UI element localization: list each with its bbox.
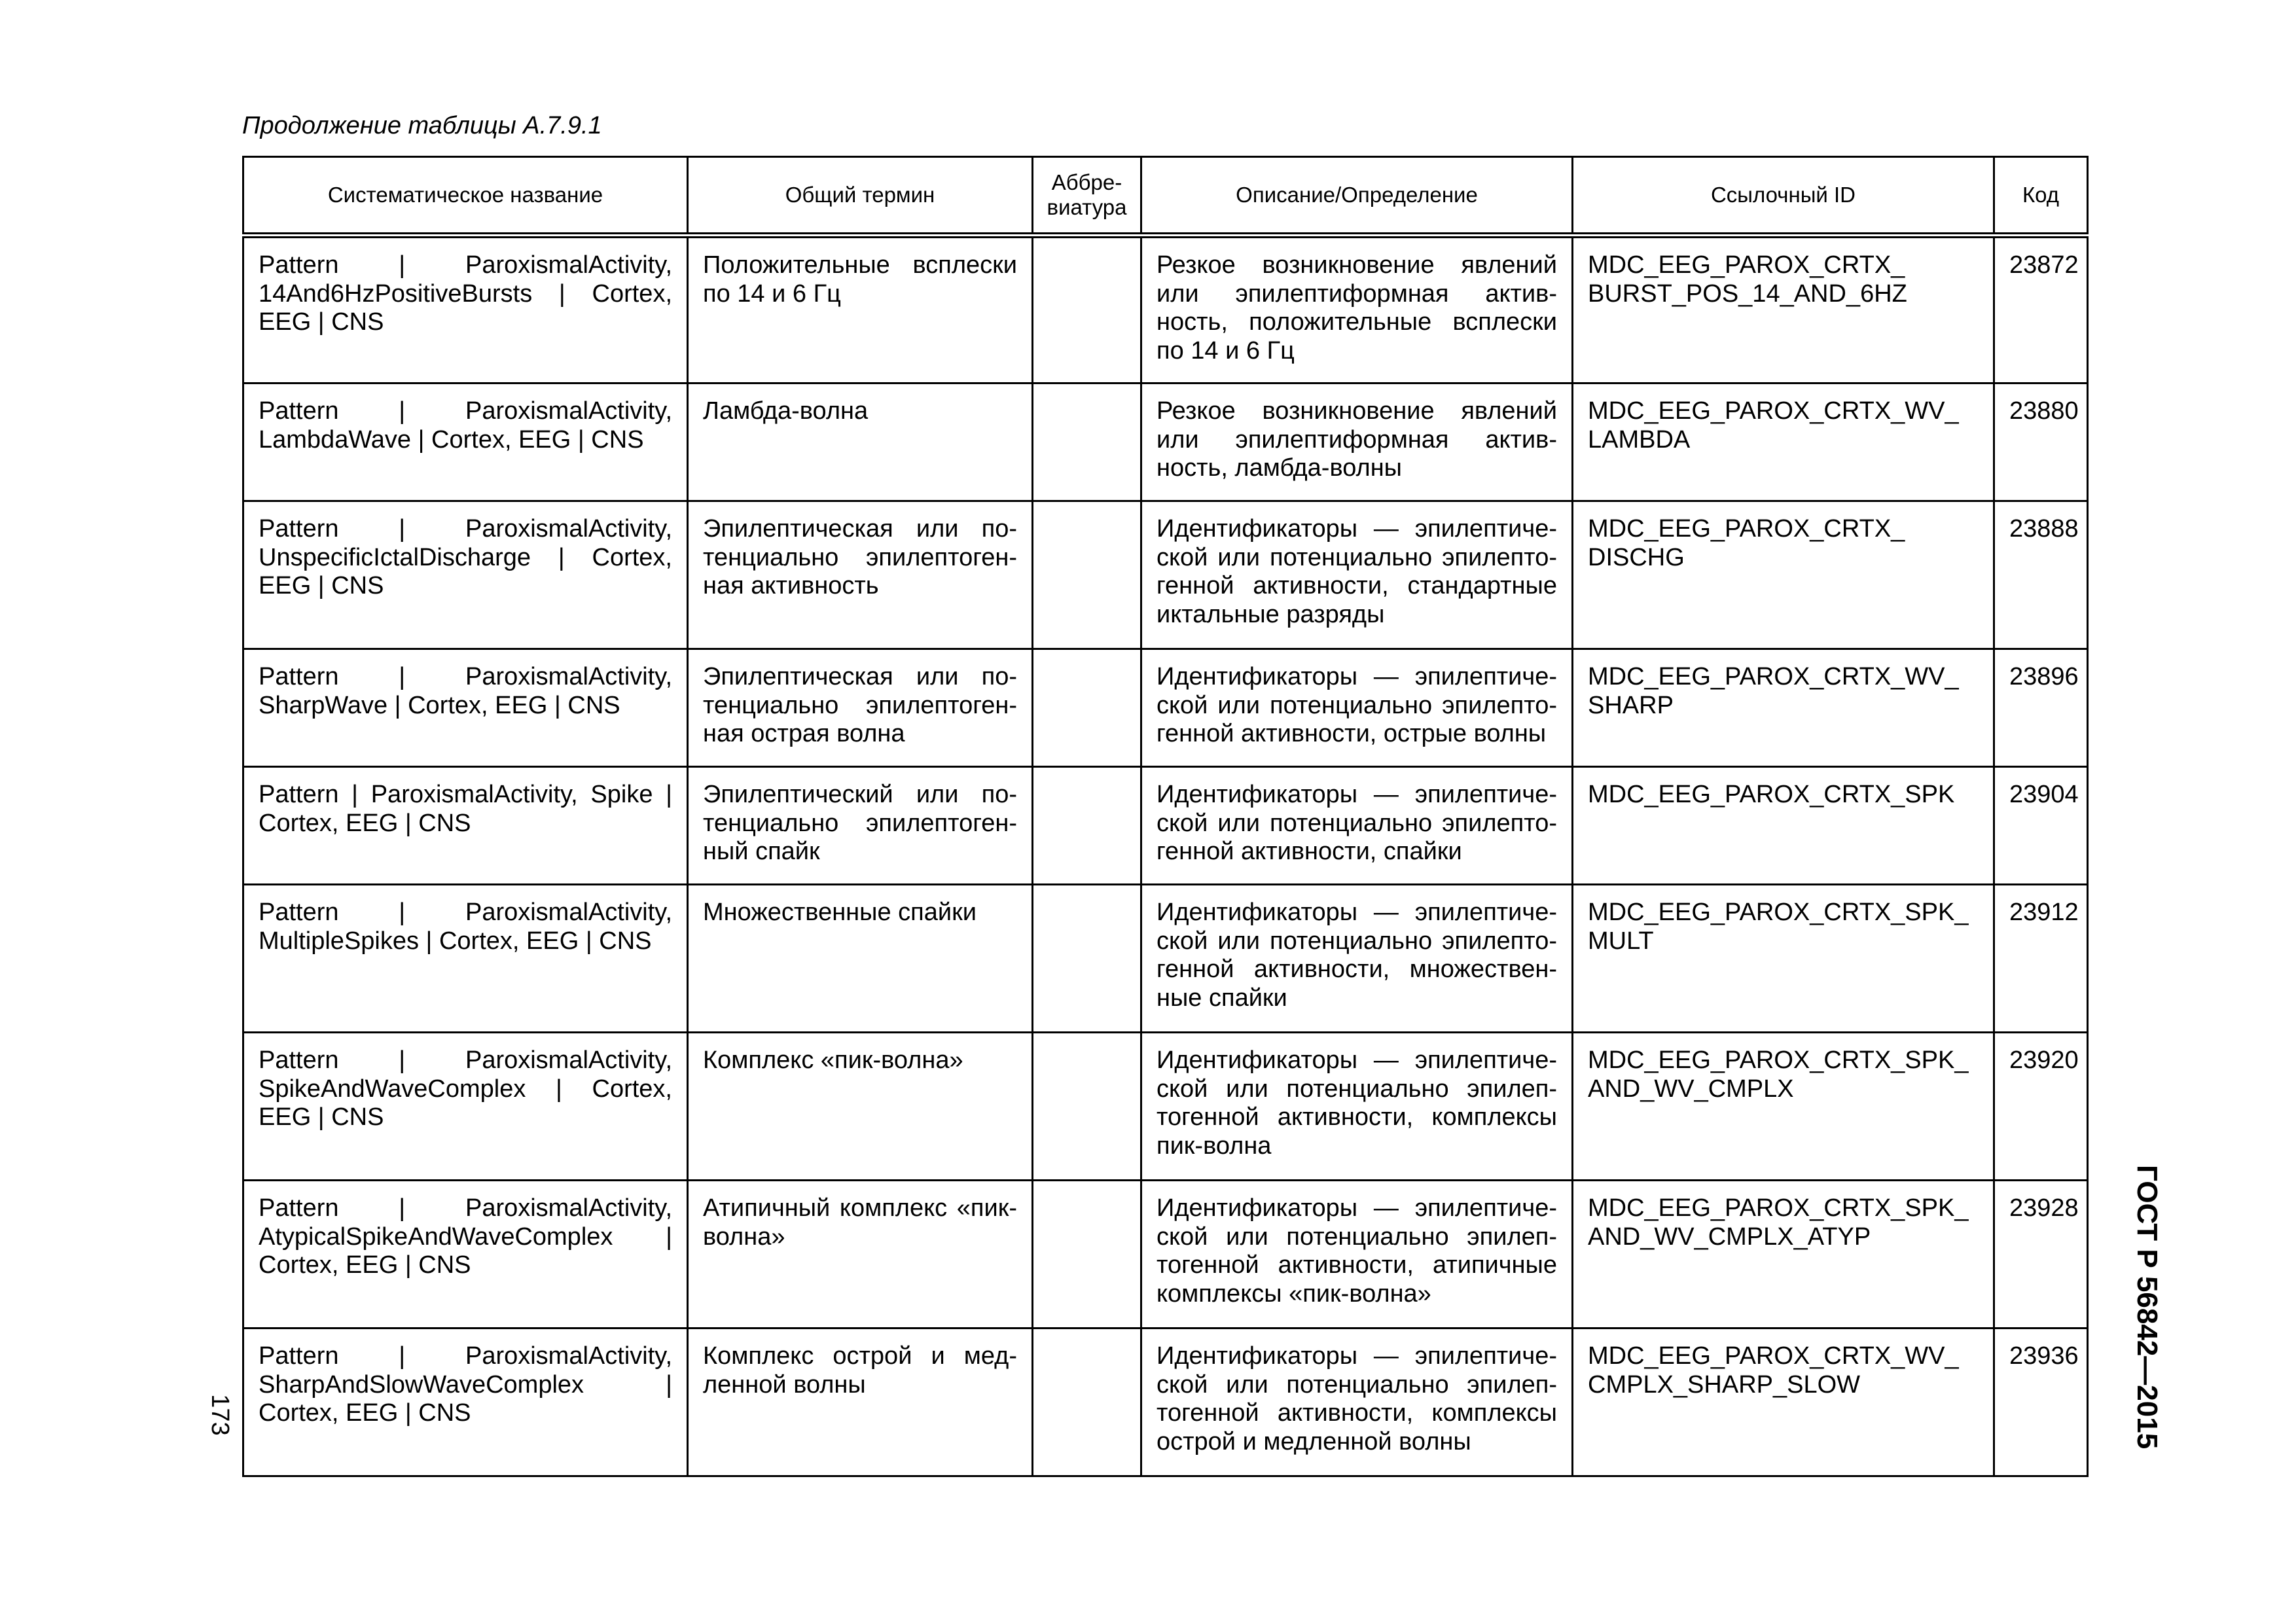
cell-abbreviation <box>1033 236 1141 383</box>
table-row <box>243 1181 2088 1329</box>
cell-common-term: Комплекс «пик-волна» <box>688 1033 1033 1181</box>
cell-abbreviation <box>1033 885 1141 1033</box>
cell-systematic-name: Pattern | ParoxismalActivity, Spike | Cortex, EEG | CNS <box>243 767 688 885</box>
cell-code: 23928 <box>1994 1181 2088 1329</box>
table-row <box>243 236 2088 383</box>
cell-description: Резкое возникновение явлений или эпилептиформная активность, положительные всплески по 14 и 6 Гц <box>1141 236 1573 383</box>
header-systematic-name: Систематическое название <box>243 157 688 236</box>
cell-description: Идентификаторы — эпилептической или потенциально эпилептогенной активности, атипичные комплексы «пик-волна» <box>1141 1181 1573 1329</box>
cell-common-term: Эпилептический или потенциально эпилептогенный спайк <box>688 767 1033 885</box>
cell-description: Идентификаторы — эпилептической или потенциально эпилептогенной активности, стандартные иктальные разряды <box>1141 501 1573 649</box>
cell-code: 23920 <box>1994 1033 2088 1181</box>
standard-identifier: ГОСТ Р 56842—2015 <box>2131 1165 2163 1450</box>
cell-reference-id: MDC_EEG_PAROX_CRTX_SPK_ AND_WV_CMPLX <box>1573 1033 1994 1181</box>
cell-common-term: Положительные всплески по 14 и 6 Гц <box>688 236 1033 383</box>
page-number: 173 <box>206 1394 234 1436</box>
table-row <box>243 1033 2088 1181</box>
cell-abbreviation <box>1033 1181 1141 1329</box>
table-header-row <box>243 157 2088 236</box>
cell-code: 23936 <box>1994 1329 2088 1476</box>
header-description: Описание/Определение <box>1141 157 1573 236</box>
cell-common-term: Множественные спайки <box>688 885 1033 1033</box>
cell-reference-id: MDC_EEG_PAROX_CRTX_SPK_ MULT <box>1573 885 1994 1033</box>
cell-code: 23888 <box>1994 501 2088 649</box>
cell-common-term: Эпилептическая или потенциально эпилептогенная острая волна <box>688 649 1033 767</box>
header-common-term: Общий термин <box>688 157 1033 236</box>
table-row <box>243 501 2088 649</box>
header-code: Код <box>1994 157 2088 236</box>
cell-common-term: Эпилептическая или потенциально эпилептогенная активность <box>688 501 1033 649</box>
cell-description: Идентификаторы — эпилептической или потенциально эпилептогенной активности, комплексы пик-волна <box>1141 1033 1573 1181</box>
cell-systematic-name: Pattern | ParoxismalActivity, AtypicalSpikeAndWaveComplex | Cortex, EEG | CNS <box>243 1181 688 1329</box>
cell-reference-id: MDC_EEG_PAROX_CRTX_WV_ CMPLX_SHARP_SLOW <box>1573 1329 1994 1476</box>
cell-code: 23912 <box>1994 885 2088 1033</box>
table-row <box>243 649 2088 767</box>
cell-common-term: Атипичный комплекс «пик-волна» <box>688 1181 1033 1329</box>
cell-code: 23904 <box>1994 767 2088 885</box>
cell-systematic-name: Pattern | ParoxismalActivity, MultipleSpikes | Cortex, EEG | CNS <box>243 885 688 1033</box>
cell-abbreviation <box>1033 1033 1141 1181</box>
cell-reference-id: MDC_EEG_PAROX_CRTX_WV_ SHARP <box>1573 649 1994 767</box>
table-row <box>243 885 2088 1033</box>
cell-common-term: Комплекс острой и медленной волны <box>688 1329 1033 1476</box>
cell-description: Идентификаторы — эпилептической или потенциально эпилептогенной активности, комплексы острой и медленной волны <box>1141 1329 1573 1476</box>
cell-reference-id: MDC_EEG_PAROX_CRTX_SPK_ AND_WV_CMPLX_ATYP <box>1573 1181 1994 1329</box>
cell-abbreviation <box>1033 649 1141 767</box>
cell-description: Идентификаторы — эпилептической или потенциально эпилептогенной активности, острые волны <box>1141 649 1573 767</box>
cell-reference-id: MDC_EEG_PAROX_CRTX_ DISCHG <box>1573 501 1994 649</box>
cell-common-term: Ламбда-волна <box>688 383 1033 501</box>
table-caption: Продолжение таблицы А.7.9.1 <box>242 112 602 139</box>
cell-description: Идентификаторы — эпилептической или потенциально эпилептогенной активности, множественные спайки <box>1141 885 1573 1033</box>
cell-code: 23896 <box>1994 649 2088 767</box>
cell-code: 23880 <box>1994 383 2088 501</box>
cell-description: Идентификаторы — эпилептической или потенциально эпилептогенной активности, спайки <box>1141 767 1573 885</box>
table-body <box>243 236 2088 1476</box>
cell-systematic-name: Pattern | ParoxismalActivity, SpikeAndWaveComplex | Cortex, EEG | CNS <box>243 1033 688 1181</box>
table-row <box>243 767 2088 885</box>
header-abbreviation: Аббре- виатура <box>1033 157 1141 236</box>
cell-systematic-name: Pattern | ParoxismalActivity, LambdaWave | Cortex, EEG | CNS <box>243 383 688 501</box>
cell-systematic-name: Pattern | ParoxismalActivity, 14And6HzPositiveBursts | Cortex, EEG | CNS <box>243 236 688 383</box>
cell-abbreviation <box>1033 501 1141 649</box>
cell-abbreviation <box>1033 383 1141 501</box>
cell-reference-id: MDC_EEG_PAROX_CRTX_ BURST_POS_14_AND_6HZ <box>1573 236 1994 383</box>
cell-reference-id: MDC_EEG_PAROX_CRTX_WV_ LAMBDA <box>1573 383 1994 501</box>
cell-code: 23872 <box>1994 236 2088 383</box>
cell-description: Резкое возникновение явлений или эпилептиформная активность, ламбда-волны <box>1141 383 1573 501</box>
cell-systematic-name: Pattern | ParoxismalActivity, SharpAndSlowWaveComplex | Cortex, EEG | CNS <box>243 1329 688 1476</box>
cell-reference-id: MDC_EEG_PAROX_CRTX_SPK <box>1573 767 1994 885</box>
cell-systematic-name: Pattern | ParoxismalActivity, UnspecificIctalDischarge | Cortex, EEG | CNS <box>243 501 688 649</box>
cell-systematic-name: Pattern | ParoxismalActivity, SharpWave | Cortex, EEG | CNS <box>243 649 688 767</box>
header-reference-id: Ссылочный ID <box>1573 157 1994 236</box>
cell-abbreviation <box>1033 767 1141 885</box>
table-row <box>243 383 2088 501</box>
table-row <box>243 1329 2088 1476</box>
terms-table <box>242 156 2089 1477</box>
cell-abbreviation <box>1033 1329 1141 1476</box>
